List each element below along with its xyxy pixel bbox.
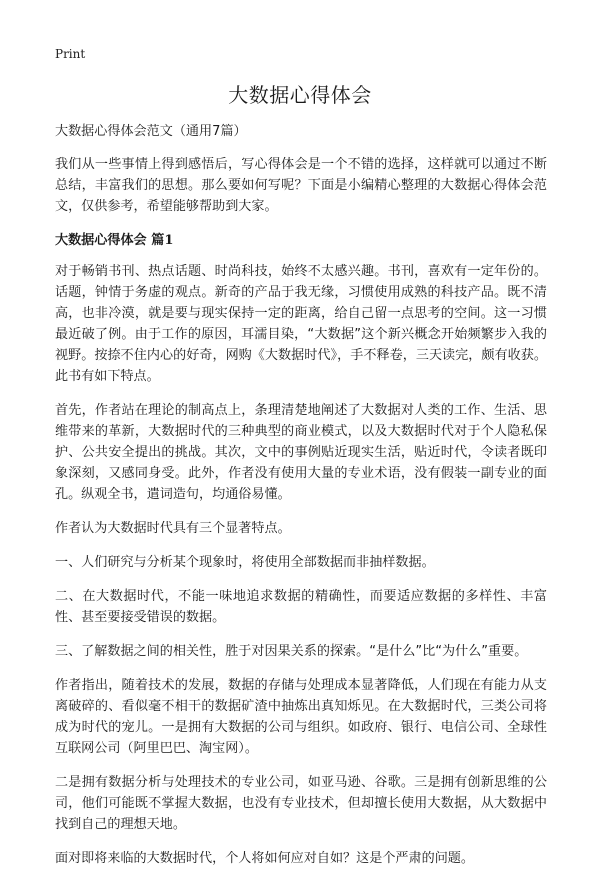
- body-paragraph: 作者指出，随着技术的发展，数据的存储与处理成本显著降低，人们现在有能力从支离破碎的、看似毫不相干的数据矿渣中抽炼出真知烁见。在大数据时代，三类公司将成为时代的宠儿。一是拥有大数据的公司与组织。如政府、银行、电信公司、全球性互联网公司（阿里巴巴、淘宝网）。: [55, 678, 547, 756]
- document-body: [55, 121, 547, 882]
- body-paragraph: 对于畅销书刊、热点话题、时尚科技，始终不太感兴趣。书刊，喜欢有一定年份的。话题，钟情于务虚的观点。新奇的产品于我无缘，习惯使用成熟的科技产品。既不清高，也非冷漠，就是要与现实保持一定的距离，给自己留一点思考的空间。这一习惯最近破了例。由于工作的原因，耳濡目染，“大数据”这个新兴概念开始频繁步入我的视野。按捺不住内心的好奇，网购《大数据时代》，手不释卷，三天读完，颇有收获。此书有如下特点。: [55, 264, 547, 384]
- section-heading-number: 1: [164, 233, 174, 248]
- body-paragraph: 二、在大数据时代，不能一味地追求数据的精确性，而要适应数据的多样性、丰富性、甚至要接受错误的数据。: [55, 589, 547, 625]
- intro-paragraph: 我们从一些事情上得到感悟后，写心得体会是一个不错的选择，这样就可以通过不断总结，丰富我们的思想。那么要如何写呢？下面是小编精心整理的大数据心得体会范文，仅供参考，希望能够帮助到大家。: [55, 157, 547, 214]
- body-paragraph: 首先，作者站在理论的制高点上，条理清楚地阐述了大数据对人类的工作、生活、思维带来的革新，大数据时代的三种典型的商业模式，以及大数据时代对于个人隐私保护、公共安全提出的挑战。其次，文中的事例贴近现实生活，贴近时代，令读者既印象深刻，又感同身受。此外，作者没有使用大量的专业术语，没有假装一副专业的面孔。纵观全书，遣词造句，均通俗易懂。: [55, 403, 547, 502]
- section-heading-text: 大数据心得体会 篇: [55, 233, 165, 248]
- body-paragraph: 三、了解数据之间的相关性，胜于对因果关系的探索。“是什么”比“为什么”重要。: [55, 644, 528, 659]
- body-paragraph: 作者认为大数据时代具有三个显著特点。: [55, 521, 291, 536]
- body-paragraph: 面对即将来临的大数据时代，个人将如何应对自如？这是个严肃的问题。: [55, 851, 474, 866]
- section-heading: [55, 230, 547, 251]
- page-title: 大数据心得体会: [228, 83, 372, 107]
- body-paragraph: 一、人们研究与分析某个现象时，将使用全部数据而非抽样数据。: [55, 555, 435, 570]
- document-subtitle: 大数据心得体会范文（通用7篇）: [55, 124, 247, 139]
- print-link[interactable]: Print: [55, 47, 86, 61]
- body-paragraph: 二是拥有数据分析与处理技术的专业公司，如亚马逊、谷歌。三是拥有创新思维的公司，他们可能既不掌握大数据，也没有专业技术，但却擅长使用大数据，从大数据中找到自己的理想天地。: [55, 775, 547, 832]
